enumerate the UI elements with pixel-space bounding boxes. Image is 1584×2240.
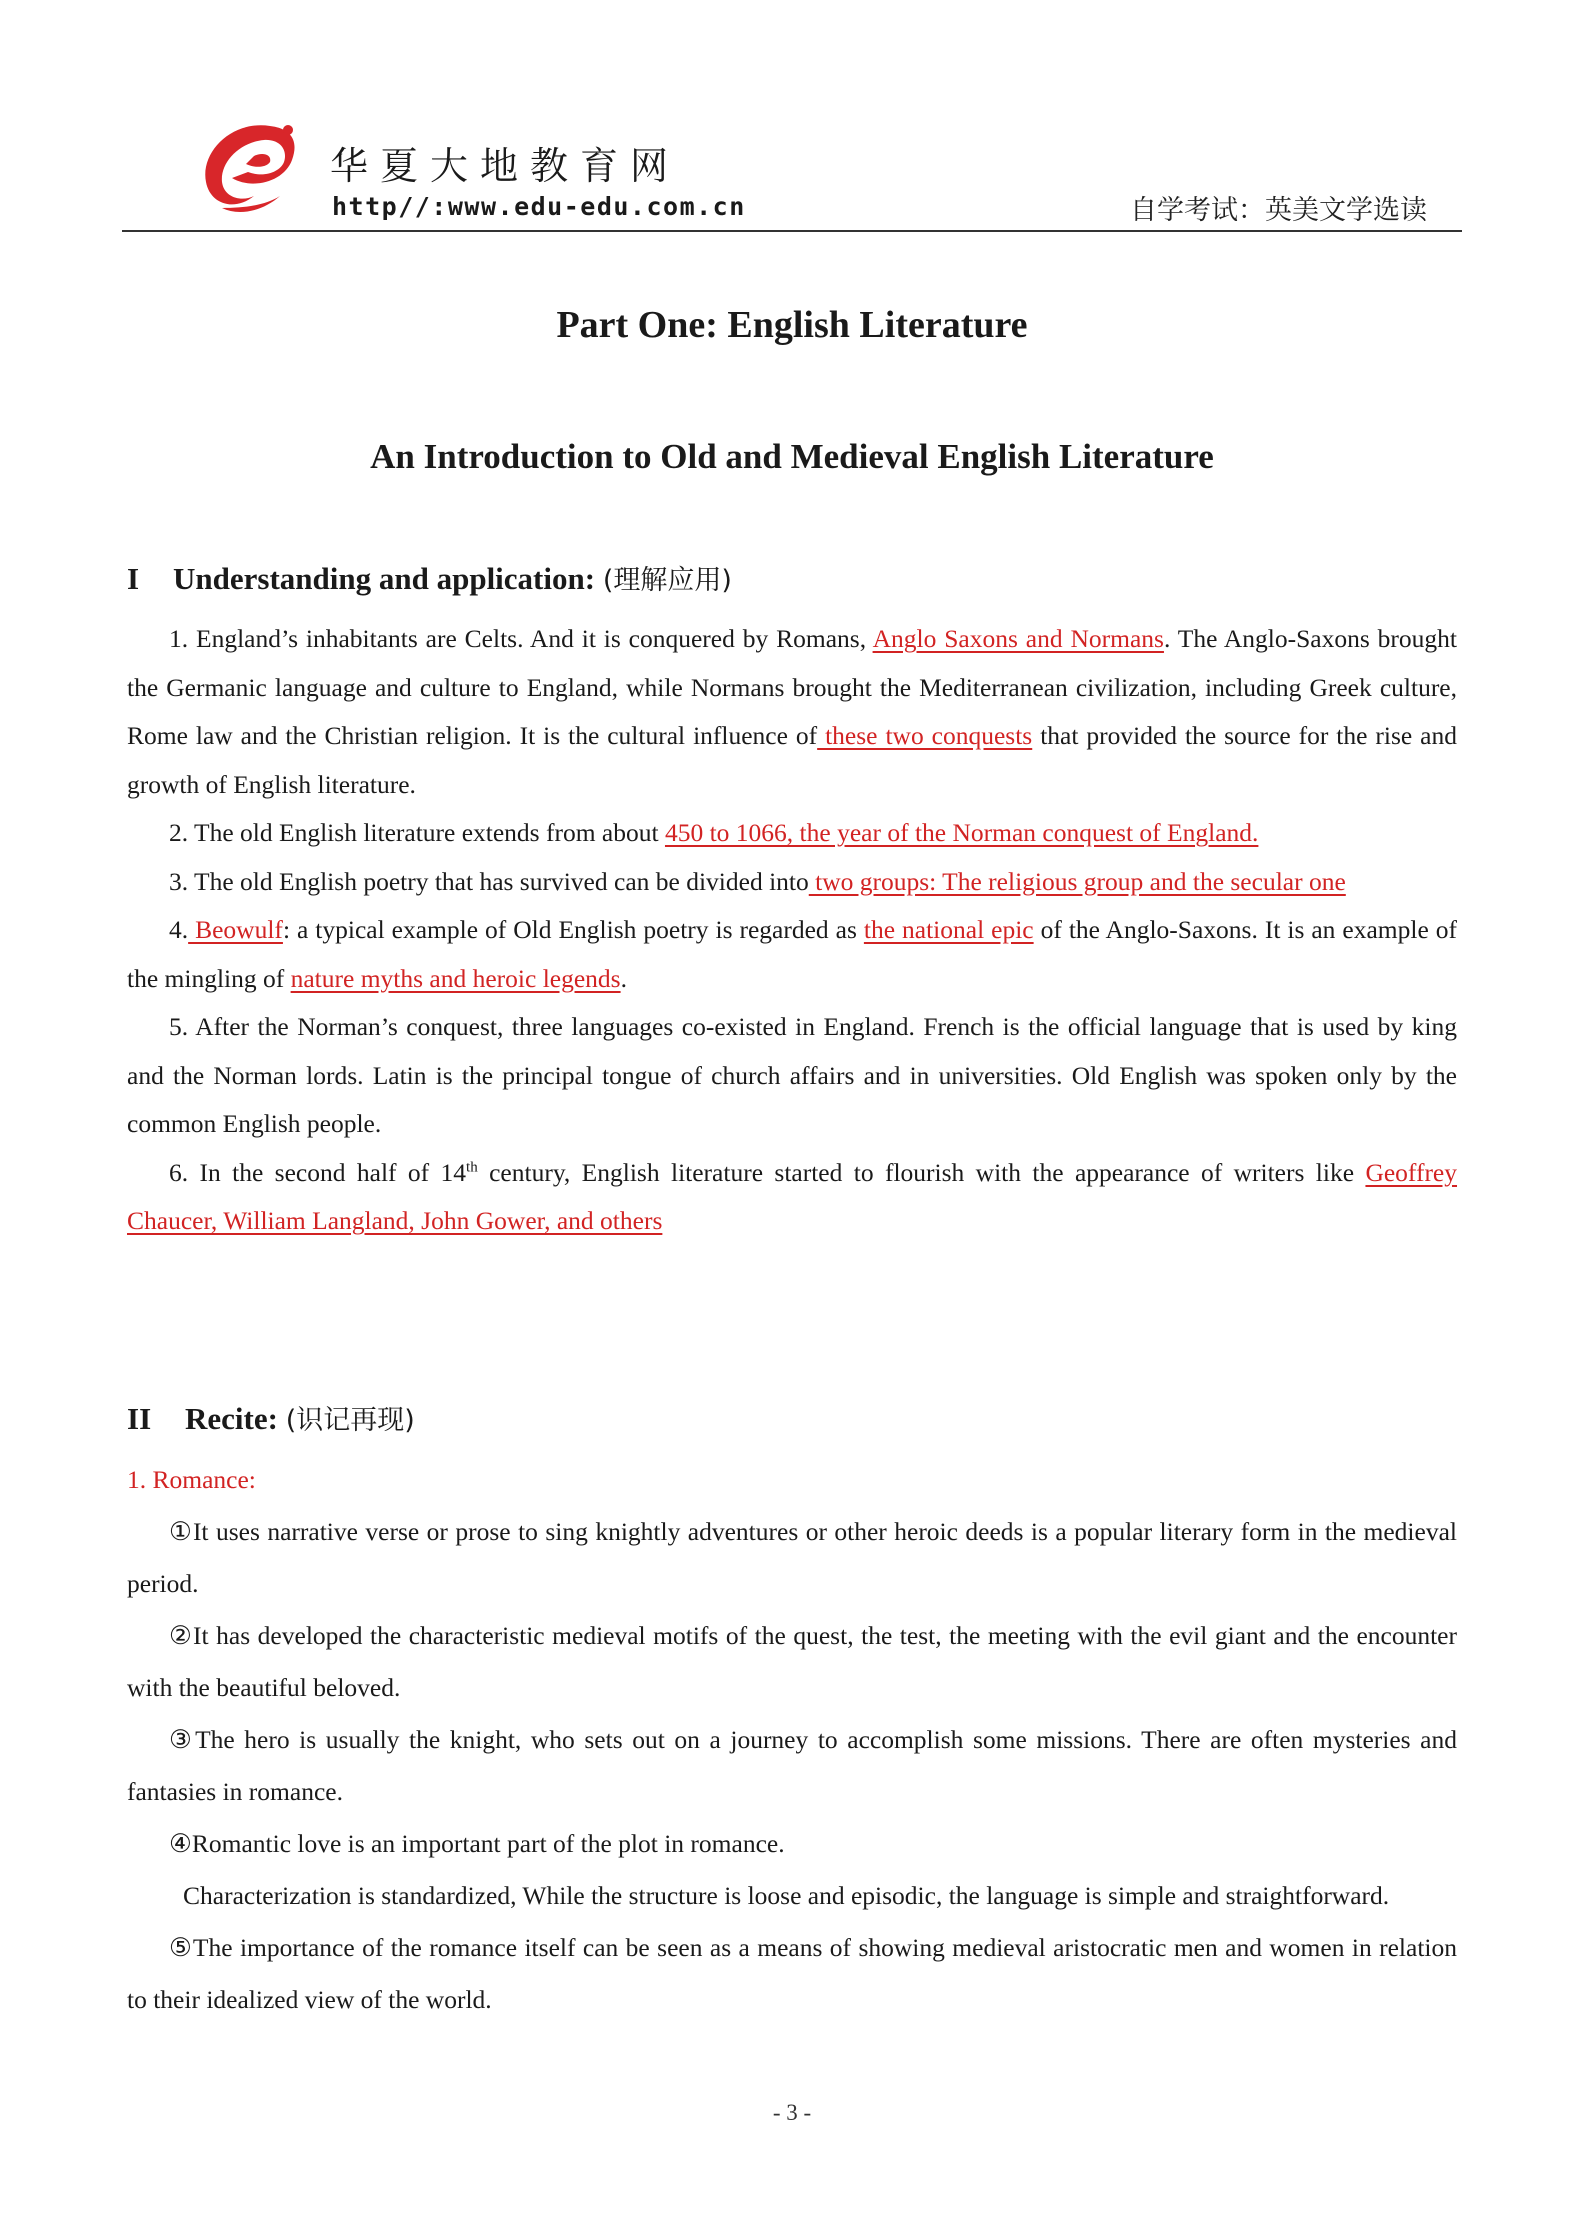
section-heading-recite bbox=[127, 1398, 415, 1437]
answer-highlight: nature myths and heroic legends bbox=[290, 963, 621, 993]
list-item: ④Romantic love is an important part of the plot in romance. bbox=[169, 1829, 785, 1858]
section-title-cn: (理解应用) bbox=[602, 565, 732, 596]
part-title: Part One: English Literature bbox=[556, 304, 1028, 346]
course-title: 自学考试：英美文学选读 bbox=[1130, 195, 1427, 226]
section-number: II bbox=[127, 1401, 152, 1436]
header-divider bbox=[122, 230, 1462, 232]
section-recite-body bbox=[127, 1454, 1457, 2026]
list-item: ⑤The importance of the romance itself can be seen as a means of showing medieval aristocratic men and women in relation to their idealized view of the world. bbox=[127, 1933, 1457, 2014]
section-number: I bbox=[127, 561, 140, 596]
list-item: ②It has developed the characteristic medieval motifs of the quest, the test, the meeting with the evil giant and the encounter with the beautiful beloved. bbox=[127, 1621, 1457, 1702]
site-logo-icon bbox=[192, 112, 304, 224]
answer-highlight: the national epic bbox=[863, 915, 1034, 944]
answer-highlight: two groups: The religious group and the secular one bbox=[808, 866, 1346, 896]
list-item: Characterization is standardized, While the structure is loose and episodic, the language is simple and straightforward. bbox=[183, 1881, 1390, 1910]
list-item: ①It uses narrative verse or prose to sing knightly adventures or other heroic deeds is a popular literary form in the medieval period. bbox=[127, 1517, 1457, 1598]
paragraph-1: 1. England’s inhabitants are Celts. And it is conquered by Romans, Anglo Saxons and Normans. The Anglo-Saxons brought the Germanic language and culture to England, while Normans brought the Mediterranean civilization, including Greek culture, Rome law and the Christian religion. It is the cultural influence of these two conquests that provided the source for the rise and growth of English literature. bbox=[127, 624, 1457, 799]
section-title-cn: (识记再现) bbox=[285, 1405, 415, 1436]
answer-highlight: Beowulf bbox=[188, 915, 283, 944]
section-understanding-body bbox=[127, 615, 1457, 1246]
paragraph-4: 4. Beowulf: a typical example of Old English poetry is regarded as the national epic of the Anglo-Saxons. It is an example of the mingling of nature myths and heroic legends. bbox=[127, 915, 1458, 993]
section-heading-understanding bbox=[127, 558, 732, 597]
page-number: - 3 - bbox=[772, 2100, 812, 2125]
paragraph-3: 3. The old English poetry that has survived can be divided into two groups: The religious group and the secular one bbox=[169, 866, 1346, 896]
list-item: ③The hero is usually the knight, who sets out on a journey to accomplish some missions. There are often mysteries and fantasies in romance. bbox=[127, 1725, 1457, 1806]
section-title: Understanding and application: bbox=[173, 561, 596, 596]
answer-highlight: Anglo Saxons and Normans bbox=[872, 624, 1164, 653]
chapter-title: An Introduction to Old and Medieval English Literature bbox=[370, 437, 1214, 476]
answer-highlight: Geoffrey Chaucer, William Langland, John Gower, and others bbox=[127, 1157, 1458, 1235]
paragraph-5: 5. After the Norman’s conquest, three languages co-existed in England. French is the official language that is used by king and the Norman lords. Latin is the principal tongue of church affairs and in universities. Old English was spoken only by the common English people. bbox=[127, 1012, 1457, 1138]
section-title: Recite: bbox=[185, 1401, 278, 1436]
answer-highlight: these two conquests bbox=[817, 721, 1033, 750]
paragraph-6: 6. In the second half of 14th century, English literature started to flourish with the appearance of writers like Geoffrey Chaucer, William Langland, John Gower, and others bbox=[127, 1157, 1458, 1235]
paragraph-2: 2. The old English literature extends from about 450 to 1066, the year of the Norman conquest of England. bbox=[169, 818, 1259, 847]
answer-highlight: 450 to 1066, the year of the Norman conquest of England. bbox=[664, 818, 1259, 847]
subheading-romance: 1. Romance: bbox=[127, 1465, 256, 1494]
site-name: 华夏大地教育网 bbox=[330, 144, 681, 188]
site-url[interactable]: http//:www.edu-edu.com.cn bbox=[332, 192, 746, 221]
